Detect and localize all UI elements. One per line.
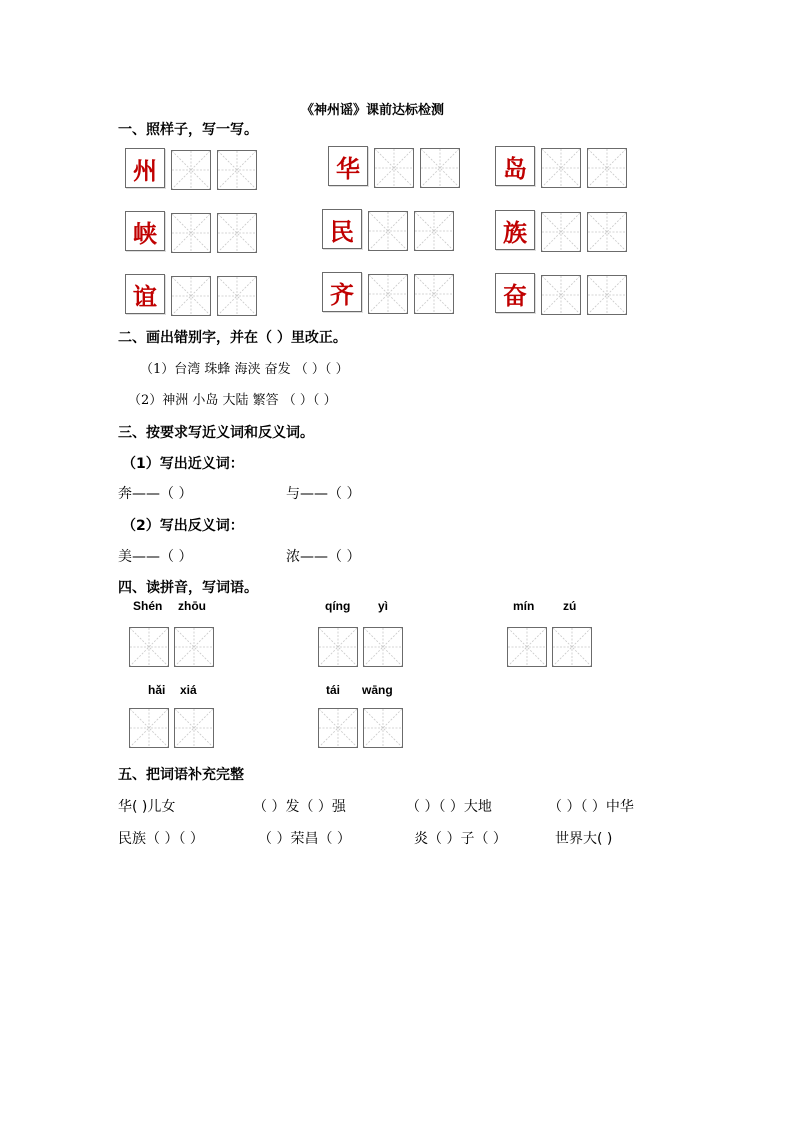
sample-character-box: 峡 xyxy=(125,211,165,251)
writing-box[interactable] xyxy=(541,212,581,252)
writing-box[interactable] xyxy=(171,276,211,316)
section-2-heading: 二、画出错别字，并在（ ）里改正。 xyxy=(118,330,347,346)
mi-grid-guide-lines xyxy=(172,214,210,252)
writing-box[interactable] xyxy=(587,148,627,188)
mi-grid-guide-lines xyxy=(175,628,213,666)
writing-box[interactable] xyxy=(414,274,454,314)
mi-grid-guide-lines xyxy=(172,277,210,315)
section-2-question-1: （1）台湾 珠蜂 海浃 奋发 （ ）（ ） xyxy=(140,362,349,377)
sample-character-box: 华 xyxy=(328,146,368,186)
sample-character-box: 齐 xyxy=(322,272,362,312)
mi-grid-guide-lines xyxy=(588,276,626,314)
mi-grid-guide-lines xyxy=(542,276,580,314)
pinyin-label: qíng xyxy=(325,599,351,613)
writing-box[interactable] xyxy=(587,275,627,315)
sample-character-box: 谊 xyxy=(125,274,165,314)
section-5-heading: 五、把词语补充完整 xyxy=(118,767,244,783)
pinyin-label: hǎi xyxy=(148,683,166,697)
antonym-item-2: 浓——（ ） xyxy=(286,549,361,565)
mi-grid-guide-lines xyxy=(375,149,413,187)
synonym-subheading: （1）写出近义词： xyxy=(122,456,244,472)
pinyin-writing-box[interactable] xyxy=(363,627,403,667)
mi-grid-guide-lines xyxy=(553,628,591,666)
sample-character-box: 奋 xyxy=(495,273,535,313)
fill-phrase-3: （ ）（ ）大地 xyxy=(406,799,492,815)
fill-phrase-5: 民族（ ）（ ） xyxy=(118,831,204,847)
writing-box[interactable] xyxy=(374,148,414,188)
writing-box[interactable] xyxy=(171,150,211,190)
mi-grid-guide-lines xyxy=(218,214,256,252)
writing-box[interactable] xyxy=(587,212,627,252)
fill-phrase-2: （ ）发（ ）强 xyxy=(253,799,346,815)
mi-grid-guide-lines xyxy=(172,151,210,189)
antonym-subheading: （2）写出反义词： xyxy=(122,518,244,534)
pinyin-writing-box[interactable] xyxy=(363,708,403,748)
writing-box[interactable] xyxy=(217,213,257,253)
mi-grid-guide-lines xyxy=(588,213,626,251)
mi-grid-guide-lines xyxy=(369,212,407,250)
page-title: 《神州谣》课前达标检测 xyxy=(301,103,445,118)
mi-grid-guide-lines xyxy=(369,275,407,313)
mi-grid-guide-lines xyxy=(319,709,357,747)
pinyin-label: tái xyxy=(326,683,341,697)
pinyin-writing-box[interactable] xyxy=(552,627,592,667)
writing-box[interactable] xyxy=(541,148,581,188)
mi-grid-guide-lines xyxy=(218,151,256,189)
synonym-item-1: 奔——（ ） xyxy=(118,486,193,502)
mi-grid-guide-lines xyxy=(175,709,213,747)
fill-phrase-8: 世界大( ) xyxy=(555,831,613,847)
mi-grid-guide-lines xyxy=(542,149,580,187)
sample-character-box: 族 xyxy=(495,210,535,250)
mi-grid-guide-lines xyxy=(415,275,453,313)
pinyin-label: yì xyxy=(378,599,389,613)
mi-grid-guide-lines xyxy=(588,149,626,187)
mi-grid-guide-lines xyxy=(130,709,168,747)
pinyin-label: wān​g xyxy=(362,683,393,697)
mi-grid-guide-lines xyxy=(319,628,357,666)
writing-box[interactable] xyxy=(171,213,211,253)
pinyin-label: zhōu xyxy=(178,599,206,613)
mi-grid-guide-lines xyxy=(415,212,453,250)
pinyin-label: xiá xyxy=(180,683,197,697)
pinyin-writing-box[interactable] xyxy=(129,627,169,667)
pinyin-label: zú xyxy=(563,599,577,613)
mi-grid-guide-lines xyxy=(508,628,546,666)
mi-grid-guide-lines xyxy=(218,277,256,315)
synonym-item-2: 与——（ ） xyxy=(286,486,361,502)
mi-grid-guide-lines xyxy=(130,628,168,666)
pinyin-writing-box[interactable] xyxy=(318,627,358,667)
writing-box[interactable] xyxy=(217,150,257,190)
mi-grid-guide-lines xyxy=(364,628,402,666)
writing-box[interactable] xyxy=(368,211,408,251)
pinyin-writing-box[interactable] xyxy=(507,627,547,667)
section-1-heading: 一、照样子，写一写。 xyxy=(118,122,258,138)
pinyin-label: Shén xyxy=(133,599,163,613)
section-3-heading: 三、按要求写近义词和反义词。 xyxy=(118,425,314,441)
pinyin-writing-box[interactable] xyxy=(174,627,214,667)
sample-character-box: 民 xyxy=(322,209,362,249)
pinyin-label: mín xyxy=(513,599,535,613)
writing-box[interactable] xyxy=(217,276,257,316)
writing-box[interactable] xyxy=(368,274,408,314)
mi-grid-guide-lines xyxy=(421,149,459,187)
writing-box[interactable] xyxy=(541,275,581,315)
writing-box[interactable] xyxy=(414,211,454,251)
pinyin-writing-box[interactable] xyxy=(129,708,169,748)
sample-character-box: 州 xyxy=(125,148,165,188)
pinyin-writing-box[interactable] xyxy=(318,708,358,748)
section-4-heading: 四、读拼音，写词语。 xyxy=(118,580,258,596)
fill-phrase-4: （ ）（ ）中华 xyxy=(548,799,634,815)
fill-phrase-7: 炎（ ）子（ ） xyxy=(414,831,507,847)
section-2-question-2: （2）神洲 小岛 大陆 繁答 （ ）（ ） xyxy=(128,393,337,408)
mi-grid-guide-lines xyxy=(364,709,402,747)
fill-phrase-6: （ ）荣昌（ ） xyxy=(258,831,351,847)
mi-grid-guide-lines xyxy=(542,213,580,251)
pinyin-writing-box[interactable] xyxy=(174,708,214,748)
fill-phrase-1: 华( )儿女 xyxy=(118,799,176,815)
writing-box[interactable] xyxy=(420,148,460,188)
sample-character-box: 岛 xyxy=(495,146,535,186)
antonym-item-1: 美——（ ） xyxy=(118,549,193,565)
